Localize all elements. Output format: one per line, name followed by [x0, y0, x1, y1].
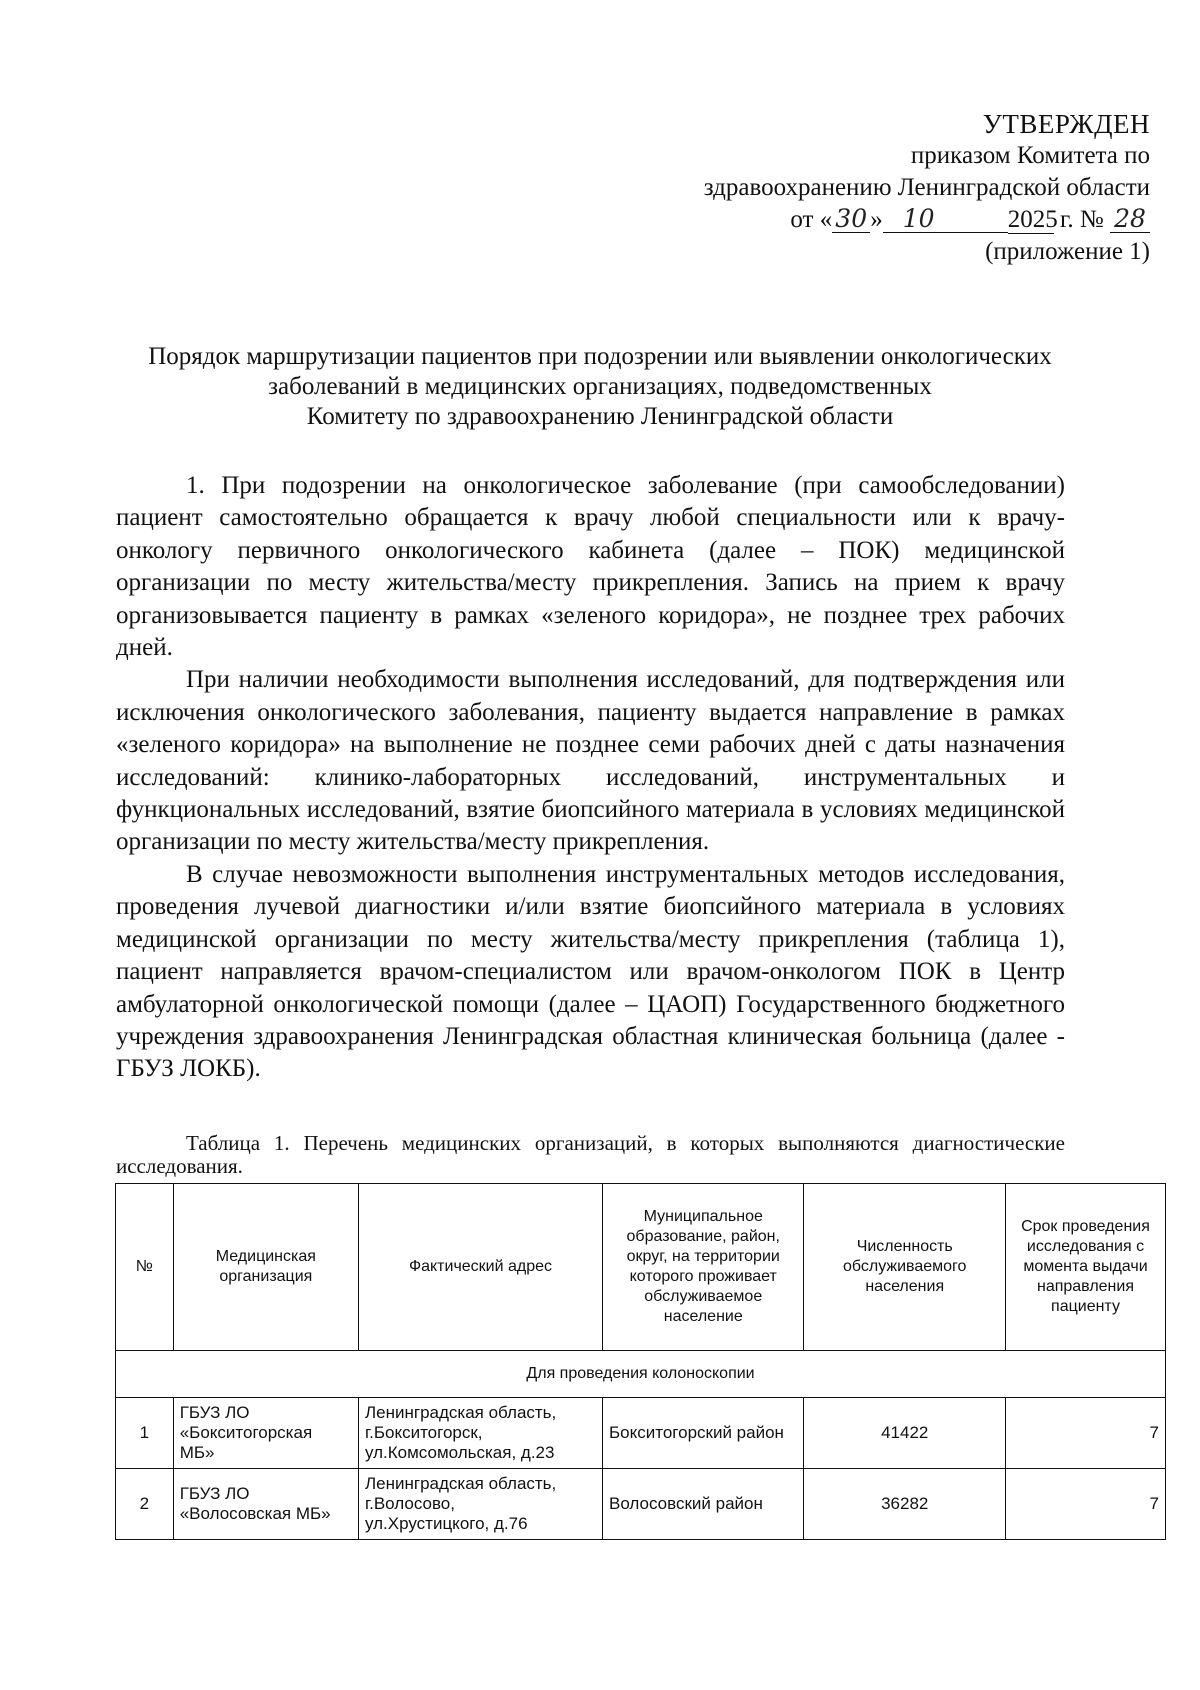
header-term: Срок проведения исследования с момента выдачи направления пациенту: [1005, 1184, 1165, 1351]
header-address: Фактический адрес: [358, 1184, 602, 1351]
approval-block: [550, 108, 1150, 268]
date-year: 2025: [1007, 206, 1058, 233]
date-month: 10: [883, 206, 1008, 233]
title-line-2: заболеваний в медицинских организациях, подведомственных: [268, 373, 932, 400]
approval-line-2: здравоохранению Ленинградской области: [703, 174, 1150, 201]
diagnostics-table: [115, 1183, 1166, 1540]
row-term: 7: [1005, 1469, 1165, 1540]
row-term: 7: [1005, 1398, 1165, 1469]
table-section-row: [116, 1351, 1166, 1398]
row-num: 1: [116, 1398, 174, 1469]
date-prefix: от «: [790, 206, 833, 233]
row-num: 2: [116, 1469, 174, 1540]
header-population: Численность обслуживаемого населения: [804, 1184, 1005, 1351]
row-org: [173, 1398, 358, 1469]
appendix-label: (приложение 1): [985, 238, 1150, 265]
paragraph-2: При наличии необходимости выполнения исследований, для подтверждения или исключения онкологического заболевания, пациенту выдается направление в рамках «зеленого коридора» на выполнение не позднее семи рабочих дней с даты назначения исследований: клинико-лабораторных исследований, инструментальных и функциональных исследований, взятие биопсийного материала в условиях медицинской организации по месту жительства/месту прикрепления.: [116, 666, 1065, 856]
paragraph-3: В случае невозможности выполнения инструментальных методов исследования, проведения лучевой диагностики и/или взятие биопсийного материала в условиях медицинской организации по месту жительства/месту прикрепления (таблица 1), пациент направляется врачом-специалистом или врачом-онкологом ПОК в Центр амбулаторной онкологической помощи (далее – ЦАОП) Государственного бюджетного учреждения здравоохранения Ленинградская областная клиническая больница (далее - ГБУЗ ЛОКБ).: [116, 860, 1065, 1083]
address-line: г.Бокситогорск,: [364, 1423, 483, 1442]
row-population: 36282: [804, 1469, 1005, 1540]
org-line: ГБУЗ ЛО: [179, 1403, 250, 1422]
title-line-1: Порядок маршрутизации пациентов при подозрении или выявлении онкологических: [148, 343, 1052, 370]
order-number: 28: [1110, 206, 1150, 233]
org-line: «Бокситогорская: [179, 1423, 313, 1442]
date-mid: »: [870, 206, 883, 233]
org-line: МБ»: [179, 1443, 215, 1462]
approval-heading: УТВЕРЖДЕН: [982, 109, 1150, 139]
org-line: ГБУЗ ЛО: [179, 1484, 250, 1503]
row-municipality: Бокситогорский район: [603, 1398, 804, 1469]
body-text: [116, 470, 1065, 1086]
document-title: [100, 342, 1100, 432]
table-caption: Таблица 1. Перечень медицинских организаций, в которых выполняются диагностические исследования.: [116, 1131, 1065, 1178]
paragraph-1: 1. При подозрении на онкологическое заболевание (при самообследовании) пациент самостоятельно обращается к врачу любой специальности или к врачу-онкологу первичного онкологического кабинета (далее – ПОК) медицинской организации по месту жительства/месту прикрепления. Запись на прием к врачу организовывается пациенту в рамках «зеленого коридора», не позднее трех рабочих дней.: [116, 472, 1065, 662]
date-day: 30: [832, 206, 870, 233]
table-row: [116, 1469, 1166, 1540]
section-colonoscopy: Для проведения колоноскопии: [116, 1351, 1166, 1398]
address-line: Ленинградская область,: [364, 1474, 557, 1493]
address-line: ул.Хрустицкого, д.76: [364, 1514, 528, 1533]
table-header-row: [116, 1184, 1166, 1351]
header-municipality: Муниципальное образование, район, округ, на территории которого проживает обслуживаемое население: [603, 1184, 804, 1351]
row-org: [173, 1469, 358, 1540]
org-line: «Волосовская МБ»: [179, 1504, 331, 1523]
table-row: [116, 1398, 1166, 1469]
header-org: Медицинская организация: [173, 1184, 358, 1351]
address-line: г.Волосово,: [364, 1494, 455, 1513]
approval-date-line: [550, 204, 1150, 236]
row-population: 41422: [804, 1398, 1005, 1469]
row-address: [358, 1398, 602, 1469]
address-line: Ленинградская область,: [364, 1403, 557, 1422]
address-line: ул.Комсомольская, д.23: [364, 1443, 555, 1462]
header-num: №: [116, 1184, 174, 1351]
row-municipality: Волосовский район: [603, 1469, 804, 1540]
approval-line-1: приказом Комитета по: [910, 142, 1150, 169]
date-suffix: г. №: [1053, 206, 1110, 233]
title-line-3: Комитету по здравоохранению Ленинградской области: [306, 403, 894, 430]
row-address: [358, 1469, 602, 1540]
